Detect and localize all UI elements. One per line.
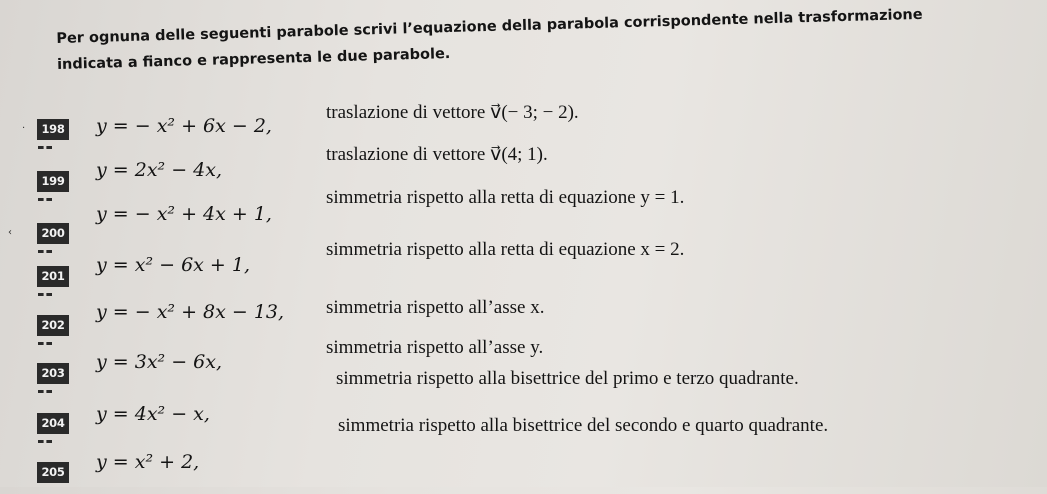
- margin-dot: ·: [22, 123, 26, 134]
- difficulty-marker: [38, 293, 52, 300]
- difficulty-marker: [38, 390, 52, 397]
- difficulty-marker: [38, 342, 52, 349]
- parabola-equation: y = 3x² − 6x,: [96, 351, 222, 373]
- exercise-number-badge: 202: [37, 315, 69, 336]
- exercise-201: [0, 239, 1047, 298]
- parabola-equation: y = − x² + 8x − 13,: [96, 301, 285, 323]
- parabola-equation: y = − x² + 4x + 1,: [96, 203, 272, 225]
- difficulty-marker: [38, 250, 52, 257]
- transformation-text: traslazione di vettore v⃗(4; 1).: [326, 144, 548, 165]
- transformation-text: simmetria rispetto all’asse x.: [326, 297, 545, 318]
- exercise-number-badge: 198: [37, 119, 69, 140]
- margin-dot: ‹: [8, 227, 12, 238]
- parabola-equation: y = 2x² − 4x,: [96, 159, 222, 181]
- parabola-equation: y = − x² + 6x − 2,: [96, 115, 272, 137]
- instructions-line-2: indicata a fianco e rappresenta le due parabole.: [56, 46, 451, 73]
- difficulty-marker: [38, 198, 52, 205]
- transformation-text: simmetria rispetto alla bisettrice del secondo e quarto quadrante.: [338, 415, 829, 436]
- exercise-number-badge: 203: [37, 363, 69, 384]
- exercise-number-badge: 199: [37, 171, 69, 192]
- exercise-number-badge: 200: [37, 223, 69, 244]
- parabola-equation: y = x² − 6x + 1,: [96, 254, 250, 276]
- transformation-text: simmetria rispetto alla retta di equazione y = 1.: [326, 187, 685, 208]
- transformation-text: simmetria rispetto all’asse y.: [326, 337, 544, 358]
- difficulty-marker: [38, 440, 52, 447]
- exercise-number-badge: 201: [37, 266, 69, 287]
- instructions-line-1: Per ognuna delle seguenti parabole scrivi l’equazione della parabola corrispondente nella trasformazione: [56, 6, 923, 47]
- transformation-text: simmetria rispetto alla retta di equazione x = 2.: [326, 239, 685, 260]
- transformation-text: simmetria rispetto alla bisettrice del primo e terzo quadrante.: [336, 368, 799, 389]
- parabola-equation: y = x² + 2,: [96, 451, 200, 473]
- transformation-text: traslazione di vettore v⃗(− 3; − 2).: [326, 102, 579, 123]
- exercise-number-badge: 204: [37, 413, 69, 434]
- exercise-number-badge: 205: [37, 462, 69, 483]
- exercise-instructions: [56, 0, 1037, 78]
- parabola-equation: y = 4x² − x,: [96, 403, 210, 425]
- difficulty-marker: [38, 146, 52, 153]
